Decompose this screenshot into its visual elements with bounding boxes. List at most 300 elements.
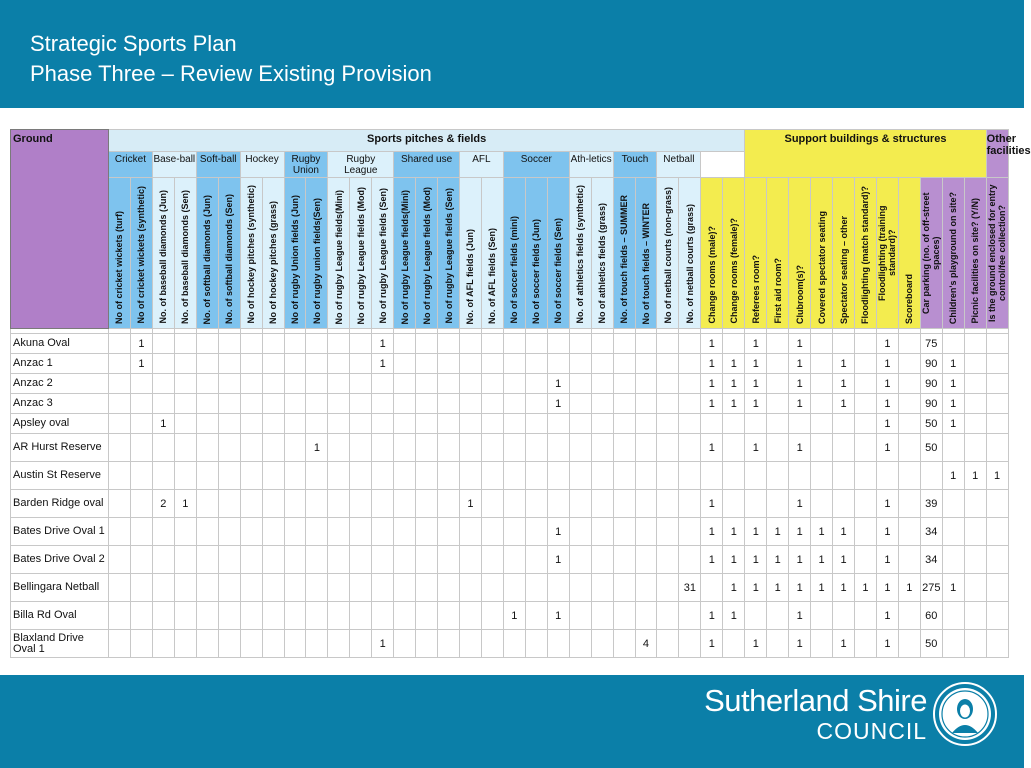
table-cell	[613, 490, 635, 518]
ground-name: Apsley oval	[11, 414, 109, 434]
table-cell	[898, 414, 920, 434]
table-cell	[416, 490, 438, 518]
table-row	[11, 462, 1009, 490]
table-cell	[481, 602, 503, 630]
table-cell	[196, 334, 218, 354]
column-header-label: No of cricket wickets (synthetic)	[136, 186, 147, 324]
table-row	[11, 354, 1009, 374]
table-cell: 1	[767, 574, 789, 602]
table-cell	[174, 630, 196, 658]
table-cell	[130, 414, 152, 434]
column-header-label: No of athletics fields (grass)	[597, 203, 608, 324]
provision-table	[10, 129, 1031, 658]
table-cell	[569, 434, 591, 462]
table-row	[11, 434, 1009, 462]
group-header: Other facilities	[986, 130, 1008, 178]
table-cell	[130, 574, 152, 602]
table-cell	[569, 518, 591, 546]
table-cell	[262, 518, 284, 546]
table-cell	[723, 630, 745, 658]
column-header	[767, 178, 789, 329]
table-row	[11, 546, 1009, 574]
table-cell: 1	[701, 394, 723, 414]
column-header	[876, 178, 898, 329]
table-cell: 1	[876, 630, 898, 658]
table-cell	[657, 462, 679, 490]
column-header-label: No of rugby League fields(Mini)	[333, 189, 344, 324]
subgroup-header: Netball	[657, 152, 701, 178]
table-cell: 1	[745, 630, 767, 658]
table-cell: 34	[920, 546, 942, 574]
table-cell	[262, 354, 284, 374]
table-cell	[152, 546, 174, 574]
column-header-label: No. of AFL fields (Jun)	[465, 228, 476, 324]
table-cell	[174, 546, 196, 574]
table-cell	[438, 490, 460, 518]
table-cell	[591, 462, 613, 490]
table-cell	[679, 462, 701, 490]
table-cell	[262, 374, 284, 394]
table-cell	[789, 414, 811, 434]
table-cell	[218, 462, 240, 490]
table-cell	[174, 602, 196, 630]
table-cell	[635, 546, 657, 574]
table-cell	[745, 462, 767, 490]
table-cell: 1	[876, 602, 898, 630]
column-header	[701, 178, 723, 329]
table-cell	[591, 374, 613, 394]
table-cell	[416, 374, 438, 394]
table-row	[11, 518, 1009, 546]
column-header-label: Picnic facilities on site? (Y/N)	[970, 198, 981, 324]
column-header-label: No of rugby League fields(Mini)	[399, 189, 410, 324]
table-cell	[547, 490, 569, 518]
column-header	[745, 178, 767, 329]
table-cell	[109, 394, 131, 414]
table-cell	[942, 630, 964, 658]
table-cell	[767, 374, 789, 394]
table-cell	[723, 462, 745, 490]
table-cell	[350, 546, 372, 574]
table-cell	[591, 630, 613, 658]
table-cell	[657, 374, 679, 394]
table-cell	[481, 574, 503, 602]
table-cell	[525, 434, 547, 462]
table-cell	[503, 394, 525, 414]
table-cell	[196, 518, 218, 546]
table-cell	[986, 354, 1008, 374]
table-cell	[130, 374, 152, 394]
table-cell	[394, 414, 416, 434]
table-cell	[328, 518, 350, 546]
table-cell	[657, 546, 679, 574]
column-header-label: Change rooms (male)?	[706, 226, 717, 324]
group-header: Sports pitches & fields	[109, 130, 745, 152]
table-cell: 1	[876, 518, 898, 546]
table-cell: 1	[723, 354, 745, 374]
table-cell	[613, 374, 635, 394]
table-cell: 1	[833, 394, 855, 414]
table-cell: 1	[701, 490, 723, 518]
table-cell: 1	[547, 602, 569, 630]
table-cell	[635, 374, 657, 394]
table-cell	[394, 490, 416, 518]
table-cell	[613, 602, 635, 630]
column-header	[591, 178, 613, 329]
table-cell	[372, 434, 394, 462]
table-cell	[789, 462, 811, 490]
table-cell	[613, 434, 635, 462]
column-header-label: Floodlighting (match standard)?	[860, 186, 871, 324]
table-cell	[986, 374, 1008, 394]
column-header-label: Children's playground on site?	[948, 191, 959, 324]
table-cell: 1	[130, 354, 152, 374]
table-cell: 1	[701, 374, 723, 394]
table-cell	[942, 490, 964, 518]
table-cell: 1	[460, 490, 482, 518]
table-cell: 1	[745, 374, 767, 394]
slide-title: Strategic Sports Plan	[30, 31, 237, 56]
table-cell	[898, 374, 920, 394]
table-cell	[416, 434, 438, 462]
table-cell: 1	[723, 374, 745, 394]
table-cell	[833, 434, 855, 462]
table-cell	[394, 394, 416, 414]
column-header	[218, 178, 240, 329]
table-cell: 1	[767, 546, 789, 574]
table-cell	[218, 414, 240, 434]
table-cell	[657, 602, 679, 630]
table-cell	[591, 546, 613, 574]
table-cell: 1	[789, 374, 811, 394]
table-cell	[152, 574, 174, 602]
table-cell	[525, 630, 547, 658]
table-cell	[942, 334, 964, 354]
table-cell	[701, 462, 723, 490]
column-header	[174, 178, 196, 329]
table-cell: 1	[789, 334, 811, 354]
table-cell: 1	[745, 574, 767, 602]
table-cell	[284, 602, 306, 630]
column-header	[789, 178, 811, 329]
table-cell	[240, 490, 262, 518]
table-cell	[503, 490, 525, 518]
table-cell	[986, 630, 1008, 658]
table-cell: 1	[701, 630, 723, 658]
table-cell	[525, 546, 547, 574]
table-cell	[964, 602, 986, 630]
table-cell	[262, 546, 284, 574]
table-cell: 1	[547, 546, 569, 574]
table-cell	[811, 414, 833, 434]
table-cell	[394, 546, 416, 574]
table-cell	[109, 602, 131, 630]
table-cell	[438, 434, 460, 462]
table-cell	[591, 394, 613, 414]
table-cell	[898, 354, 920, 374]
column-header	[635, 178, 657, 329]
table-cell: 1	[833, 546, 855, 574]
table-cell	[372, 574, 394, 602]
table-cell	[591, 354, 613, 374]
subgroup-header: Soccer	[503, 152, 569, 178]
table-cell	[306, 334, 328, 354]
subgroup-header: Base-ball	[152, 152, 196, 178]
table-cell	[416, 630, 438, 658]
table-cell	[240, 394, 262, 414]
table-cell	[986, 518, 1008, 546]
table-cell: 1	[855, 574, 877, 602]
table-cell	[679, 354, 701, 374]
ground-name: Akuna Oval	[11, 334, 109, 354]
table-cell	[130, 434, 152, 462]
table-cell	[328, 334, 350, 354]
table-cell	[130, 394, 152, 414]
table-cell	[613, 414, 635, 434]
table-cell	[525, 462, 547, 490]
table-cell	[416, 414, 438, 434]
table-cell	[591, 602, 613, 630]
table-cell	[218, 374, 240, 394]
table-cell: 1	[547, 518, 569, 546]
table-cell	[328, 490, 350, 518]
table-cell	[350, 630, 372, 658]
table-cell	[394, 334, 416, 354]
table-cell	[174, 354, 196, 374]
table-cell	[284, 394, 306, 414]
table-cell	[898, 546, 920, 574]
column-header-label: Referees room?	[750, 255, 761, 324]
table-cell: 1	[942, 462, 964, 490]
table-cell	[350, 518, 372, 546]
table-cell	[986, 546, 1008, 574]
column-header-label: First aid room?	[772, 258, 783, 324]
column-header	[547, 178, 569, 329]
table-cell	[679, 602, 701, 630]
table-cell	[986, 414, 1008, 434]
table-cell	[174, 334, 196, 354]
column-header-label: Floodlighting (training standard)?	[877, 205, 898, 301]
table-cell	[460, 602, 482, 630]
table-cell	[109, 518, 131, 546]
table-cell: 1	[876, 354, 898, 374]
table-cell	[109, 414, 131, 434]
table-cell	[964, 374, 986, 394]
column-header	[130, 178, 152, 329]
table-cell	[855, 414, 877, 434]
table-cell	[898, 602, 920, 630]
table-cell	[438, 462, 460, 490]
council-label: COUNCIL	[816, 718, 927, 744]
table-cell	[679, 434, 701, 462]
table-cell	[240, 434, 262, 462]
table-cell: 1	[723, 574, 745, 602]
table-cell	[460, 374, 482, 394]
table-cell	[591, 334, 613, 354]
table-cell	[372, 414, 394, 434]
column-header-label: Covered spectator seating	[816, 210, 827, 324]
table-cell	[174, 414, 196, 434]
column-header	[438, 178, 460, 329]
table-cell	[964, 574, 986, 602]
table-cell: 1	[986, 462, 1008, 490]
table-cell	[547, 462, 569, 490]
table-cell	[394, 630, 416, 658]
table-cell	[635, 334, 657, 354]
table-cell	[438, 518, 460, 546]
table-cell	[240, 546, 262, 574]
table-cell	[240, 374, 262, 394]
table-cell	[460, 434, 482, 462]
table-cell: 1	[723, 546, 745, 574]
table-cell	[174, 434, 196, 462]
column-header-label: No of hockey pitches (synthetic)	[246, 185, 257, 324]
table-cell	[306, 490, 328, 518]
table-cell: 1	[833, 374, 855, 394]
table-cell	[284, 334, 306, 354]
column-header-label: Is the ground enclosed for entry control/fee collection?	[987, 184, 1008, 322]
table-cell: 1	[876, 490, 898, 518]
column-header-label: Car parking (no. of off-street spaces)	[921, 192, 942, 314]
table-cell	[503, 630, 525, 658]
table-cell	[350, 462, 372, 490]
column-header	[986, 178, 1008, 329]
table-cell	[811, 334, 833, 354]
table-cell	[130, 602, 152, 630]
table-cell	[438, 354, 460, 374]
table-cell	[196, 434, 218, 462]
table-cell	[503, 434, 525, 462]
table-cell	[767, 354, 789, 374]
table-cell	[898, 490, 920, 518]
table-cell	[525, 394, 547, 414]
table-cell	[855, 518, 877, 546]
table-cell: 1	[942, 354, 964, 374]
table-cell	[306, 602, 328, 630]
table-cell: 1	[789, 546, 811, 574]
table-cell	[109, 354, 131, 374]
column-header	[262, 178, 284, 329]
table-cell	[964, 394, 986, 414]
table-cell	[284, 462, 306, 490]
table-cell	[284, 374, 306, 394]
table-cell	[942, 518, 964, 546]
table-cell: 1	[130, 334, 152, 354]
table-cell	[613, 334, 635, 354]
table-cell	[306, 546, 328, 574]
table-cell	[460, 354, 482, 374]
table-cell	[767, 414, 789, 434]
table-cell	[745, 414, 767, 434]
table-cell	[503, 518, 525, 546]
column-header	[284, 178, 306, 329]
table-cell	[569, 490, 591, 518]
table-cell	[262, 434, 284, 462]
table-cell	[701, 574, 723, 602]
table-cell	[811, 490, 833, 518]
table-cell	[591, 434, 613, 462]
table-cell	[306, 518, 328, 546]
table-cell	[811, 394, 833, 414]
table-cell	[855, 354, 877, 374]
council-crest-icon	[932, 681, 998, 747]
table-cell	[262, 414, 284, 434]
table-cell	[525, 518, 547, 546]
table-cell	[109, 546, 131, 574]
column-header	[855, 178, 877, 329]
column-header	[569, 178, 591, 329]
table-cell: 1	[811, 546, 833, 574]
table-cell	[635, 518, 657, 546]
table-cell	[613, 574, 635, 602]
table-cell	[525, 374, 547, 394]
table-cell	[481, 334, 503, 354]
table-cell	[855, 462, 877, 490]
table-cell: 4	[635, 630, 657, 658]
table-cell	[350, 602, 372, 630]
table-cell: 1	[306, 434, 328, 462]
table-cell	[196, 574, 218, 602]
table-cell	[284, 354, 306, 374]
table-cell	[547, 434, 569, 462]
table-cell: 50	[920, 414, 942, 434]
table-cell	[328, 374, 350, 394]
column-header-label: No. of athletics fields (synthetic)	[575, 185, 586, 324]
table-cell	[481, 462, 503, 490]
table-cell	[855, 602, 877, 630]
table-cell	[350, 490, 372, 518]
table-cell	[328, 462, 350, 490]
table-cell	[438, 414, 460, 434]
table-cell: 1	[811, 574, 833, 602]
table-cell: 50	[920, 434, 942, 462]
table-cell	[855, 546, 877, 574]
ground-name: Anzac 3	[11, 394, 109, 414]
table-cell: 1	[942, 394, 964, 414]
table-cell	[196, 490, 218, 518]
table-cell: 1	[789, 490, 811, 518]
table-cell	[986, 602, 1008, 630]
table-cell	[986, 490, 1008, 518]
table-cell	[460, 334, 482, 354]
table-cell	[635, 602, 657, 630]
table-cell	[569, 630, 591, 658]
table-cell	[767, 490, 789, 518]
table-cell: 1	[723, 602, 745, 630]
table-cell	[218, 546, 240, 574]
table-cell: 90	[920, 354, 942, 374]
table-cell	[503, 414, 525, 434]
table-cell	[964, 490, 986, 518]
table-cell	[503, 334, 525, 354]
table-cell	[679, 414, 701, 434]
table-cell	[833, 334, 855, 354]
table-cell: 1	[789, 394, 811, 414]
ground-name: Austin St Reserve	[11, 462, 109, 490]
table-cell	[416, 574, 438, 602]
table-cell	[438, 630, 460, 658]
column-header	[679, 178, 701, 329]
table-cell: 1	[789, 630, 811, 658]
table-cell	[460, 546, 482, 574]
column-header-label: No of rugby Union fields (Jun)	[289, 195, 300, 324]
column-header-label: No of rugby League fields (Mod)	[355, 186, 366, 324]
ground-name: Barden Ridge oval	[11, 490, 109, 518]
table-cell	[503, 574, 525, 602]
table-cell	[679, 630, 701, 658]
table-cell	[635, 394, 657, 414]
column-header-label: No of rugby union fields(Sen)	[311, 198, 322, 324]
